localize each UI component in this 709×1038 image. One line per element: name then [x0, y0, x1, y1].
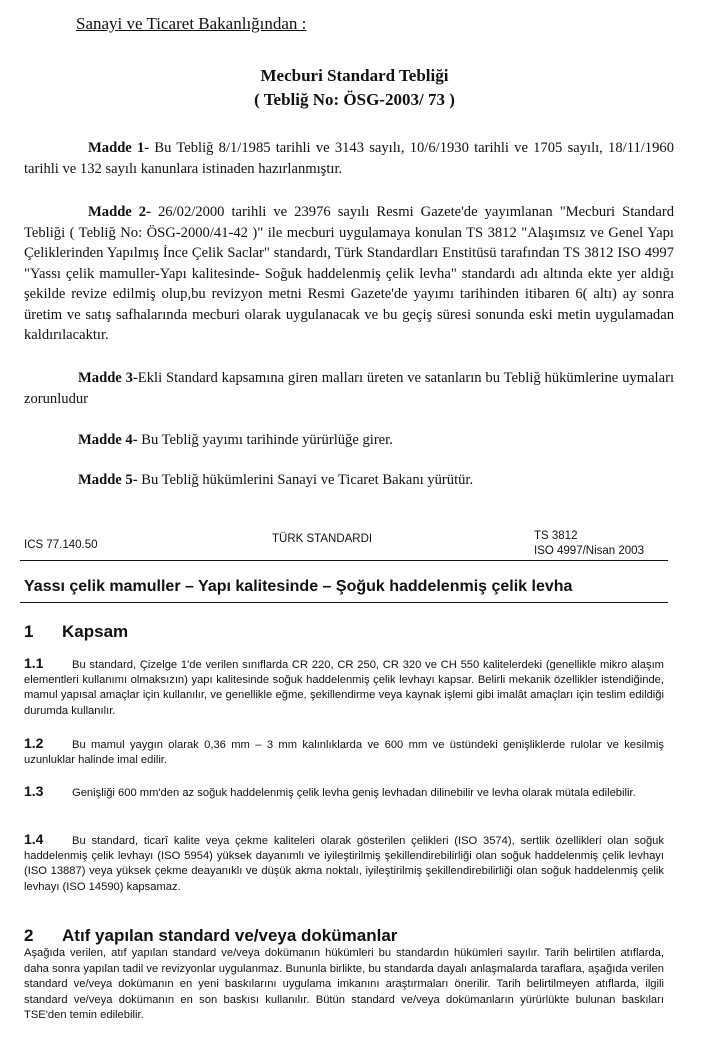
ics-code: ICS 77.140.50 [24, 539, 98, 551]
communique-title: Mecburi Standard Tebliği [260, 66, 449, 85]
article-4 [78, 430, 678, 451]
section-2-text: Aşağıda verilen, atıf yapılan standard ve/veya dokümanın hükümleri bu standardın hükümleri sayılır. Tarih belirtilen atıflarda, daha sonra yapılan tadil ve revizyonlar uygulanmaz. Bununla birlikte, bu standarda dayalı anlaşmalarda taraflara, aşağıda verilen standard ve/veya dokümanın en yeni baskılarını uygulama imkanını araştırmaları önerilir. Tarih belirtilmeyen atıflarda, ilgili standard ve/veya dokümanın en son baskısı kullanılır. Bütün standard ve/veya dokümanların yürürlükte bulunan baskıları TSE'den temin edilebilir. [24, 947, 664, 1022]
article-1 [24, 138, 674, 179]
section-number: 2 [24, 926, 34, 945]
header-divider [20, 560, 668, 561]
article-text: 26/02/2000 tarihli ve 23976 sayılı Resmi Gazete'de yayımlanan "Mecburi Standard Tebliği ( Tebliğ No: ÖSG-2000/41-42 )" ile mecburi uygulamaya konulan TS 3812 "Alaşımsız ve Genel Yapı Çeliklerinden Yapılmış İnce Çelik Saclar" standardı, Türk Standardları Enstitüsü tarafından TS 3812 ISO 4997 "Yassı çelik mamuller-Yapı kalitesinde- Soğuk haddelenmiş çelik levha" standardı adı altında ekte yer aldığı şekilde revize edilmiş olup,bu revizyon metni Resmi Gazete'de yayımı tarihinden itibaren 6( altı) ay sonra üretim ve satış safhalarında mecburi olarak uygulanacak ve bu geçiş süresi sonunda eski metin uygulamadan kaldırılacaktır. [24, 204, 674, 343]
clause-text: Bu standard, Çizelge 1'de verilen sınıflarda CR 220, CR 250, CR 320 ve CH 550 kalitelerdeki (genellikle mikro alaşım elementleri kullanımı olmaksızın) yapı kalitesinde soğuk haddelenmiş çelik levhayı kapsar. Belirli mekanik özellikler istendiğinde, mamul yapısal amaçlar için kullanılır, ve genellikle eğme, şekillendirme veya kaynak işlemi gibi imalât amaçları için teslim edildiği durumda kullanılır. [24, 659, 664, 717]
standard-org: TÜRK STANDARDI [272, 533, 373, 545]
title-divider [20, 602, 668, 603]
article-label: Madde 3- [78, 370, 138, 386]
article-3 [24, 368, 674, 409]
clause-number: 1.3 [24, 783, 44, 799]
article-label: Madde 5- [78, 472, 138, 488]
section-title: Kapsam [62, 622, 129, 641]
standard-title: Yassı çelik mamuller – Yapı kalitesinde – Şoğuk haddelenmiş çelik levha [24, 578, 573, 595]
section-2-heading [24, 926, 397, 946]
section-1-heading [24, 622, 128, 642]
clause-text: Bu standard, ticarî kalite veya çekme kaliteleri olarak gösterilen çelikleri (ISO 3574), sertlik özellikleri olan soğuk haddelenmiş çelik levhayı (ISO 5954) yüksek dayanımlı ve iyileştirilmiş şekillendirebilirliği olan soğuk haddelenmiş çelik levhayı (ISO 13887) veya yüksek çekme deayanıklı ve düşük akma noktalı, iyileştirilmiş şekillendirebilirliği olan soğuk haddelenmiş çelik levhayı (ISO 14590) kapsamaz. [24, 835, 664, 893]
clause-text: Genişliği 600 mm'den az soğuk haddelenmiş çelik levha geniş levhadan dilinebilir ve levha olarak mütala edilebilir. [72, 787, 636, 799]
clause-number: 1.2 [24, 735, 44, 751]
ministry-heading: Sanayi ve Ticaret Bakanlığından : [76, 14, 307, 33]
article-text: Ekli Standard kapsamına giren malları üreten ve satanların bu Tebliğ hükümlerine uymaları zorunludur [24, 370, 674, 407]
clause-1-2 [24, 736, 664, 768]
clause-1-4 [24, 832, 664, 895]
clause-1-3 [24, 784, 664, 801]
clause-1-1 [24, 656, 664, 719]
article-label: Madde 2- [88, 204, 151, 220]
clause-number: 1.1 [24, 655, 44, 671]
ts-number: TS 3812 [534, 530, 578, 542]
article-text: Bu Tebliğ hükümlerini Sanayi ve Ticaret Bakanı yürütür. [137, 472, 474, 488]
article-label: Madde 4- [78, 432, 138, 448]
article-5 [78, 470, 678, 491]
article-text: Bu Tebliğ yayımı tarihinde yürürlüğe girer. [137, 432, 393, 448]
article-label: Madde 1- [88, 140, 150, 156]
clause-number: 1.4 [24, 831, 44, 847]
iso-number: ISO 4997/Nisan 2003 [534, 545, 644, 557]
article-2 [24, 202, 674, 346]
article-text: Bu Tebliğ 8/1/1985 tarihli ve 3143 sayılı, 10/6/1930 tarihli ve 1705 sayılı, 18/11/1960 tarihli ve 132 sayılı kanunlara istinaden hazırlanmıştır. [24, 140, 674, 177]
section-number: 1 [24, 622, 34, 641]
section-title: Atıf yapılan standard ve/veya dokümanlar [62, 926, 398, 945]
communique-number: ( Tebliğ No: ÖSG-2003/ 73 ) [254, 90, 455, 109]
clause-text: Bu mamul yaygın olarak 0,36 mm – 3 mm kalınlıklarda ve 600 mm ve üstündeki genişliklerde rulolar ve kesilmiş uzunluklar halinde imal edilir. [24, 739, 664, 767]
